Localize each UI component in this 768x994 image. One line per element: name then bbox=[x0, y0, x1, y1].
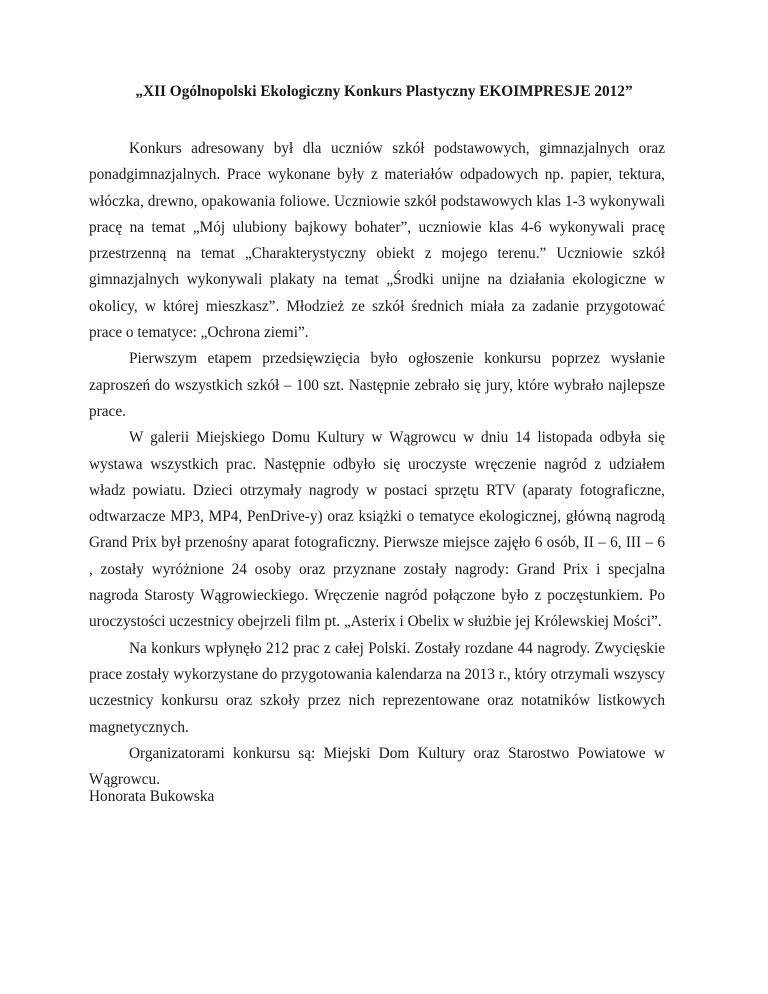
author-signature: Honorata Bukowska bbox=[89, 788, 215, 805]
paragraph-exhibition: W galerii Miejskiego Domu Kultury w Wągrowcu w dniu 14 listopada odbyła się wystawa wszystkich prac. Następnie odbyło się uroczyste wręczenie nagród z udziałem władz powiatu. Dzieci otrzymały nagrody w postaci sprzętu RTV (aparaty fotograficzne, odtwarzacze MP3, MP4, PenDrive-y) oraz książki o tematyce ekologicznej, główną nagrodą Grand Prix był przenośny aparat fotograficzny. Pierwsze miejsce zajęło 6 osób, II – 6, III – 6 , zostały wyróżnione 24 osoby oraz przyznane zostały nagrody: Grand Prix i specjalna nagroda Starosty Wągrowieckiego. Wręczenie nagród połączone było z poczęstunkiem. Po uroczystości uczestnicy obejrzeli film pt. „Asterix i Obelix w służbie jej Królewskiej Mości”. bbox=[89, 429, 665, 631]
paragraph-first-stage: Pierwszym etapem przedsięwzięcia było ogłoszenie konkursu poprzez wysłanie zaproszeń do wszystkich szkół – 100 szt. Następnie zebrało się jury, które wybrało najlepsze prace. bbox=[89, 350, 665, 420]
paragraph-results: Na konkurs wpłynęło 212 prac z całej Polski. Zostały rozdane 44 nagrody. Zwycięskie prace zostały wykorzystane do przygotowania kalendarza na 2013 r., który otrzymali wszyscy uczestnicy konkursu oraz szkoły przez nich reprezentowane oraz notatników listkowych magnetycznych. bbox=[89, 639, 665, 736]
document-body bbox=[89, 136, 665, 793]
document-title: „XII Ogólnopolski Ekologiczny Konkurs Plastyczny EKOIMPRESJE 2012” bbox=[135, 83, 633, 100]
paragraph-organizers: Organizatorami konkursu są: Miejski Dom Kultury oraz Starostwo Powiatowe w Wągrowcu. bbox=[89, 744, 665, 789]
paragraph-intro: Konkurs adresowany był dla uczniów szkół podstawowych, gimnazjalnych oraz ponadgimnazjalnych. Prace wykonane były z materiałów odpadowych np. papier, tektura, włóczka, drewno, opakowania foliowe. Uczniowie szkół podstawowych klas 1-3 wykonywali pracę na temat „Mój ulubiony bajkowy bohater”, uczniowie klas 4-6 wykonywali pracę przestrzenną na temat „Charakterystyczny obiekt z mojego terenu.” Uczniowie szkół gimnazjalnych wykonywali plakaty na temat „Środki unijne na działania ekologiczne w okolicy, w której mieszkasz”. Młodzież ze szkół średnich miała za zadanie przygotować prace o tematyce: „Ochrona ziemi”. bbox=[89, 140, 665, 342]
